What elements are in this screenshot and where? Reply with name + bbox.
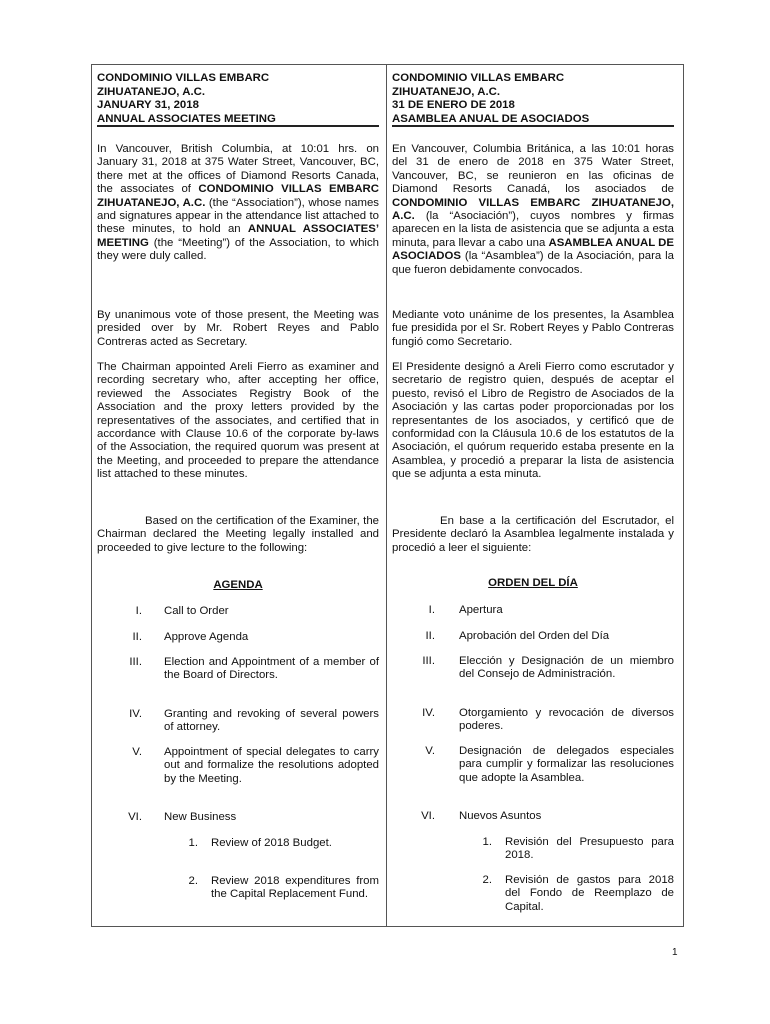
association-name: CONDOMINIO VILLAS EMBARC ZIHUATANEJO, A.C. bbox=[392, 196, 674, 223]
column-divider bbox=[386, 64, 387, 927]
association-name: CONDOMINIO VILLAS EMBARC ZIHUATANEJO, A.C. bbox=[97, 183, 380, 209]
agenda-item-number: VI. bbox=[421, 810, 435, 822]
agenda-item-number: V. bbox=[132, 746, 142, 758]
agenda-item-number: VI. bbox=[128, 811, 142, 823]
sub-item: Revisión del Presupuesto para 2018. bbox=[505, 836, 674, 862]
agenda-item: Aprobación del Orden del Día bbox=[459, 630, 610, 642]
header-es-line: ZIHUATANEJO, A.C. bbox=[392, 85, 500, 98]
agenda-item: Apertura bbox=[459, 604, 503, 616]
meeting-name: ANNUAL ASSOCIATES’ MEETING bbox=[97, 223, 379, 249]
agenda-item: Appointment of special delegates to carry out and formalize the resolutions adopted by the Meeting. bbox=[164, 746, 379, 785]
sub-item-number: 1. bbox=[482, 836, 492, 848]
sub-item-number: 1. bbox=[188, 837, 198, 849]
agenda-item: Designación de delegados especiales para cumplir y formalizar las resoluciones que adopte la Asamblea. bbox=[459, 745, 674, 784]
agenda-item: Otorgamiento y revocación de diversos poderes. bbox=[459, 707, 674, 733]
header-en-line: JANUARY 31, 2018 bbox=[97, 99, 199, 112]
paragraph-examiner-en: The Chairman appointed Areli Fierro as examiner and recording secretary who, after accepting her office, reviewed the Associates Registry Book of the Association and the proxy letters provided by the representatives of the associates, and certified that in accordance with Clause 10.6 of the corporate by-laws of the Association, the required quorum was present at the Meeting, and proceeded to prepare the attendance list attached to these minutes. bbox=[97, 361, 379, 481]
paragraph-examiner-es: El Presidente designó a Areli Fierro como escrutador y secretario de registro quien, después de aceptar el puesto, revisó el Libro de Registro de Asociados de la Asociación y las cartas poder proporcionadas por los representantes de los asociados, y certificó que de conformidad con la Cláusula 10.6 de los estatutos de la Asociación, el quórum requerido estaba presente en la Asamblea, y procedió a preparar la lista de asistencia que se adjunta a esta minuta. bbox=[392, 361, 674, 481]
header-en-line: CONDOMINIO VILLAS EMBARC bbox=[97, 72, 270, 84]
header-es-line: 31 DE ENERO DE 2018 bbox=[392, 99, 515, 112]
sub-item-number: 2. bbox=[188, 875, 198, 887]
agenda-item-number: V. bbox=[425, 745, 435, 757]
agenda-item: Elección y Designación de un miembro del Consejo de Administración. bbox=[459, 655, 674, 681]
agenda-item: Nuevos Asuntos bbox=[459, 810, 542, 822]
agenda-item: New Business bbox=[164, 811, 237, 823]
text: (the “Association”), whose names and signatures appear in the attendance list attached to these minutes, to hold an bbox=[97, 196, 379, 236]
header-es-line: ASAMBLEA ANUAL DE ASOCIADOS bbox=[392, 112, 590, 125]
text: (the “Meeting”) of the Association, to which they were duly called. bbox=[97, 236, 379, 263]
header-en-line: ZIHUATANEJO, A.C. bbox=[97, 85, 205, 98]
agenda-item-number: II. bbox=[132, 631, 142, 643]
agenda-title-en: AGENDA bbox=[213, 579, 263, 591]
agenda-item-number: I. bbox=[135, 605, 142, 617]
sub-item: Revisión de gastos para 2018 del Fondo de Reemplazo de Capital. bbox=[505, 874, 674, 913]
agenda-item: Granting and revoking of several powers of attorney. bbox=[164, 708, 379, 734]
agenda-item-number: III. bbox=[129, 656, 142, 668]
sub-item: Review of 2018 Budget. bbox=[211, 837, 332, 849]
agenda-item: Election and Appointment of a member of the Board of Directors. bbox=[164, 656, 379, 682]
text: In Vancouver, British Columbia, at 10:01 hrs. on January 31, 2018 at 375 Water Street, Vancouver, BC, there met at the offices of Diamond Resorts Canada, the associates of bbox=[97, 143, 379, 196]
agenda-item-number: III. bbox=[422, 655, 435, 667]
header-en-line: ANNUAL ASSOCIATES MEETING bbox=[97, 112, 276, 125]
meeting-name: ASAMBLEA ANUAL DE ASOCIADOS bbox=[392, 236, 674, 263]
header-es bbox=[392, 72, 674, 126]
page-number: 1 bbox=[672, 947, 678, 958]
paragraph-certification-es: En base a la certificación del Escrutador, el Presidente declaró la Asamblea legalmente instalada y procedió a leer el siguiente: bbox=[392, 515, 674, 554]
agenda-item-number: IV. bbox=[129, 708, 142, 720]
agenda-item: Approve Agenda bbox=[164, 631, 249, 643]
agenda-title-es: ORDEN DEL DÍA bbox=[488, 577, 578, 589]
sub-item: Review 2018 expenditures from the Capital Replacement Fund. bbox=[211, 875, 379, 901]
paragraph-certification-en: Based on the certification of the Examiner, the Chairman declared the Meeting legally installed and proceeded to give lecture to the following: bbox=[97, 515, 379, 554]
paragraph-chairman-en: By unanimous vote of those present, the Meeting was presided over by Mr. Robert Reyes and Pablo Contreras acted as Secretary. bbox=[97, 309, 379, 348]
paragraph-opening-en bbox=[97, 143, 379, 264]
text: En Vancouver, Columbia Británica, a las 10:01 horas del 31 de enero de 2018 en 375 Water Street, Vancouver, BC, se reunieron en las oficinas de Diamond Resorts Canadá, los asociados de bbox=[392, 143, 674, 196]
paragraph-opening-es bbox=[392, 143, 674, 277]
header-es-line: CONDOMINIO VILLAS EMBARC bbox=[392, 72, 565, 84]
paragraph-chairman-es: Mediante voto unánime de los presentes, la Asamblea fue presidida por el Sr. Robert Reyes y Pablo Contreras fungió como Secretario. bbox=[392, 309, 674, 348]
sub-item-number: 2. bbox=[482, 874, 492, 886]
header-en bbox=[97, 72, 379, 126]
agenda-item: Call to Order bbox=[164, 605, 229, 617]
text: (la “Asociación”), cuyos nombres y firmas aparecen en la lista de asistencia que se adjunta a esta minuta, para llevar a cabo una bbox=[392, 210, 674, 249]
text: (la “Asamblea”) de la Asociación, para la que fueron debidamente convocados. bbox=[392, 250, 674, 276]
agenda-item-number: II. bbox=[425, 630, 435, 642]
agenda-item-number: IV. bbox=[422, 707, 435, 719]
agenda-item-number: I. bbox=[428, 604, 435, 616]
